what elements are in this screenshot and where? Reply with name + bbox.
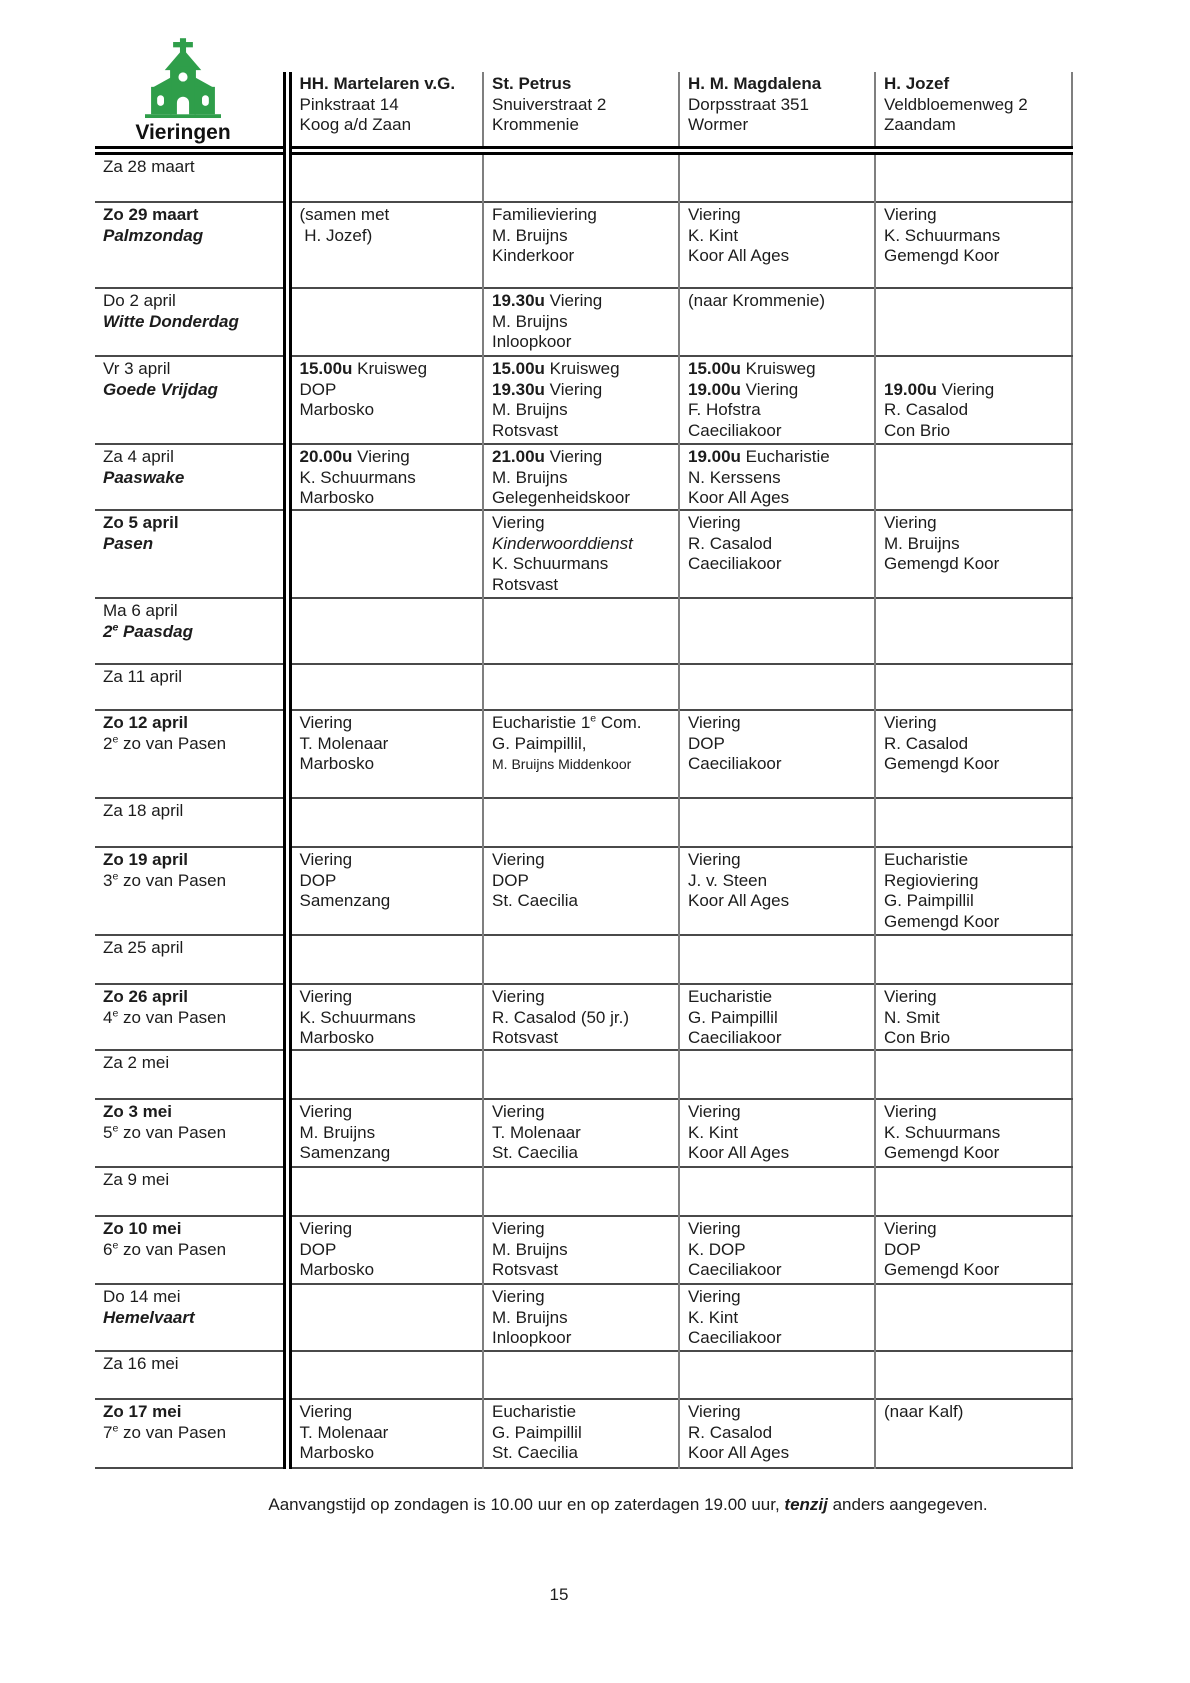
- table-row: [95, 798, 1072, 847]
- table-row: [95, 710, 1072, 798]
- event-cell: 19.30u Viering M. Bruijns Inloopkoor: [483, 288, 679, 356]
- event-cell: [875, 1351, 1072, 1399]
- table-row: [95, 984, 1072, 1050]
- event-cell: [287, 1167, 483, 1216]
- header-row: [95, 72, 1072, 151]
- event-cell: Viering R. Casalod (50 jr.) Rotsvast: [483, 984, 679, 1050]
- table-row: [95, 1099, 1072, 1167]
- date-cell: Ma 6 april 2e Paasdag: [103, 601, 193, 641]
- event-cell: Viering N. Smit Con Brio: [875, 984, 1072, 1050]
- date-cell: Vr 3 april Goede Vrijdag: [103, 359, 218, 399]
- event-cell: [875, 444, 1072, 510]
- event-cell: [679, 151, 875, 203]
- event-cell: [679, 935, 875, 984]
- event-cell: 20.00u Viering K. Schuurmans Marbosko: [287, 444, 483, 510]
- table-row: [95, 598, 1072, 664]
- logo-label: Vieringen: [135, 121, 231, 144]
- church-header-petrus: St. Petrus Snuiverstraat 2 Krommenie: [483, 72, 679, 151]
- event-cell: Viering K. Schuurmans Gemengd Koor: [875, 1099, 1072, 1167]
- table-row: [95, 1050, 1072, 1099]
- table-row: [95, 1167, 1072, 1216]
- event-cell: Viering R. Casalod Koor All Ages: [679, 1399, 875, 1468]
- event-cell: [875, 1167, 1072, 1216]
- table-row: [95, 444, 1072, 510]
- table-row: [95, 1399, 1072, 1468]
- date-cell: Zo 19 april 3e zo van Pasen: [103, 850, 227, 890]
- event-cell: (samen met H. Jozef): [287, 202, 483, 288]
- event-cell: [875, 1284, 1072, 1351]
- event-cell: [287, 598, 483, 664]
- event-cell: Viering M. Bruijns Inloopkoor: [483, 1284, 679, 1351]
- event-cell: (naar Krommenie): [679, 288, 875, 356]
- date-cell: Za 9 mei: [103, 1170, 170, 1189]
- event-cell: [875, 1050, 1072, 1099]
- date-cell: Zo 5 april Pasen: [103, 513, 179, 553]
- event-cell: [679, 664, 875, 710]
- event-cell: Familieviering M. Bruijns Kinderkoor: [483, 202, 679, 288]
- date-cell: Zo 26 april 4e zo van Pasen: [103, 987, 227, 1027]
- event-cell: Viering R. Casalod Gemengd Koor: [875, 710, 1072, 798]
- date-cell: Zo 12 april 2e zo van Pasen: [103, 713, 227, 753]
- event-cell: [483, 664, 679, 710]
- event-cell: Viering T. Molenaar Marbosko: [287, 710, 483, 798]
- church-header-martelaren: HH. Martelaren v.G. Pinkstraat 14 Koog a/d Zaan: [287, 72, 483, 151]
- date-cell: Do 2 april Witte Donderdag: [103, 291, 239, 331]
- table-row: [95, 935, 1072, 984]
- table-row: [95, 356, 1072, 444]
- event-cell: Eucharistie G. Paimpillil St. Caecilia: [483, 1399, 679, 1468]
- date-cell: Za 4 april Paaswake: [103, 447, 185, 487]
- event-cell: [875, 598, 1072, 664]
- event-cell: [287, 798, 483, 847]
- event-cell: 19.00u Eucharistie N. Kerssens Koor All Ages: [679, 444, 875, 510]
- event-cell: [483, 598, 679, 664]
- event-cell: Viering K. DOP Caeciliakoor: [679, 1216, 875, 1284]
- date-cell: Za 11 april: [103, 667, 183, 686]
- event-cell: Viering K. Schuurmans Gemengd Koor: [875, 202, 1072, 288]
- event-cell: Viering T. Molenaar Marbosko: [287, 1399, 483, 1468]
- event-cell: Viering T. Molenaar St. Caecilia: [483, 1099, 679, 1167]
- date-cell: Za 18 april: [103, 801, 184, 820]
- event-cell: Viering J. v. Steen Koor All Ages: [679, 847, 875, 935]
- date-cell: Za 2 mei: [103, 1053, 170, 1072]
- event-cell: Viering K. Kint Koor All Ages: [679, 202, 875, 288]
- event-cell: Viering M. Bruijns Samenzang: [287, 1099, 483, 1167]
- date-cell: Za 25 april: [103, 938, 184, 957]
- event-cell: [679, 798, 875, 847]
- event-cell: [679, 1167, 875, 1216]
- event-cell: 21.00u Viering M. Bruijns Gelegenheidskoor: [483, 444, 679, 510]
- date-cell: Zo 17 mei 7e zo van Pasen: [103, 1402, 227, 1442]
- event-cell: 15.00u Kruisweg 19.30u Viering M. Bruijns Rotsvast: [483, 356, 679, 444]
- event-cell: [287, 1351, 483, 1399]
- date-cell: Za 16 mei: [103, 1354, 179, 1373]
- event-cell: Viering K. Kint Caeciliakoor: [679, 1284, 875, 1351]
- table-row: [95, 1351, 1072, 1399]
- event-cell: Viering DOP Caeciliakoor: [679, 710, 875, 798]
- event-cell: Viering DOP Marbosko: [287, 1216, 483, 1284]
- event-cell: [287, 151, 483, 203]
- footer-note-emphasis: tenzij: [784, 1495, 828, 1514]
- table-row: [95, 288, 1072, 356]
- table-row: [95, 847, 1072, 935]
- church-header-jozef: H. Jozef Veldbloemenweg 2 Zaandam: [875, 72, 1072, 151]
- schedule-table: [95, 72, 1073, 1469]
- event-cell: [679, 598, 875, 664]
- event-cell: Viering M. Bruijns Gemengd Koor: [875, 510, 1072, 598]
- event-cell: [287, 1284, 483, 1351]
- event-cell: [483, 1351, 679, 1399]
- event-cell: 15.00u Kruisweg 19.00u Viering F. Hofstra Caeciliakoor: [679, 356, 875, 444]
- table-row: [95, 1216, 1072, 1284]
- event-cell: [679, 1351, 875, 1399]
- event-cell: [483, 798, 679, 847]
- footer-note: Aanvangstijd op zondagen is 10.00 uur en op zaterdagen 19.00 uur, tenzij anders aangegeven.: [268, 1495, 988, 1514]
- event-cell: [287, 1050, 483, 1099]
- event-cell: [483, 151, 679, 203]
- event-cell: Viering M. Bruijns Rotsvast: [483, 1216, 679, 1284]
- schedule-body: [95, 151, 1072, 1469]
- table-row: [95, 202, 1072, 288]
- event-cell: Viering K. Kint Koor All Ages: [679, 1099, 875, 1167]
- date-cell: Za 28 maart: [103, 157, 195, 176]
- event-cell: [287, 288, 483, 356]
- event-cell: Eucharistie G. Paimpillil Caeciliakoor: [679, 984, 875, 1050]
- event-cell: [287, 935, 483, 984]
- event-cell: Viering R. Casalod Caeciliakoor: [679, 510, 875, 598]
- table-row: [95, 151, 1072, 203]
- event-cell: 19.00u Viering R. Casalod Con Brio: [875, 356, 1072, 444]
- event-cell: [679, 1050, 875, 1099]
- date-column-header: [95, 72, 287, 151]
- page-number: 15: [549, 1585, 569, 1604]
- event-cell: [483, 1167, 679, 1216]
- event-cell: Viering DOP Samenzang: [287, 847, 483, 935]
- event-cell: 15.00u Kruisweg DOP Marbosko: [287, 356, 483, 444]
- table-row: [95, 510, 1072, 598]
- event-cell: [875, 935, 1072, 984]
- church-header-magdalena: H. M. Magdalena Dorpsstraat 351 Wormer: [679, 72, 875, 151]
- event-cell: Viering Kinderwoorddienst K. Schuurmans Rotsvast: [483, 510, 679, 598]
- event-cell: Viering DOP Gemengd Koor: [875, 1216, 1072, 1284]
- event-cell: [483, 1050, 679, 1099]
- date-cell: Do 14 mei Hemelvaart: [103, 1287, 195, 1327]
- date-cell: Zo 10 mei 6e zo van Pasen: [103, 1219, 227, 1259]
- event-cell: [287, 664, 483, 710]
- event-cell: [875, 798, 1072, 847]
- event-cell: [875, 151, 1072, 203]
- event-cell: [875, 288, 1072, 356]
- event-cell: Eucharistie 1e Com. G. Paimpillil, M. Bruijns Middenkoor: [483, 710, 679, 798]
- date-cell: Zo 3 mei 5e zo van Pasen: [103, 1102, 227, 1142]
- event-cell: [483, 935, 679, 984]
- table-row: [95, 1284, 1072, 1351]
- table-row: [95, 664, 1072, 710]
- event-cell: (naar Kalf): [875, 1399, 1072, 1468]
- event-cell: Eucharistie Regioviering G. Paimpillil Gemengd Koor: [875, 847, 1072, 935]
- event-cell: [287, 510, 483, 598]
- date-cell: Zo 29 maart Palmzondag: [103, 205, 204, 245]
- event-cell: Viering K. Schuurmans Marbosko: [287, 984, 483, 1050]
- event-cell: Viering DOP St. Caecilia: [483, 847, 679, 935]
- event-cell: [875, 664, 1072, 710]
